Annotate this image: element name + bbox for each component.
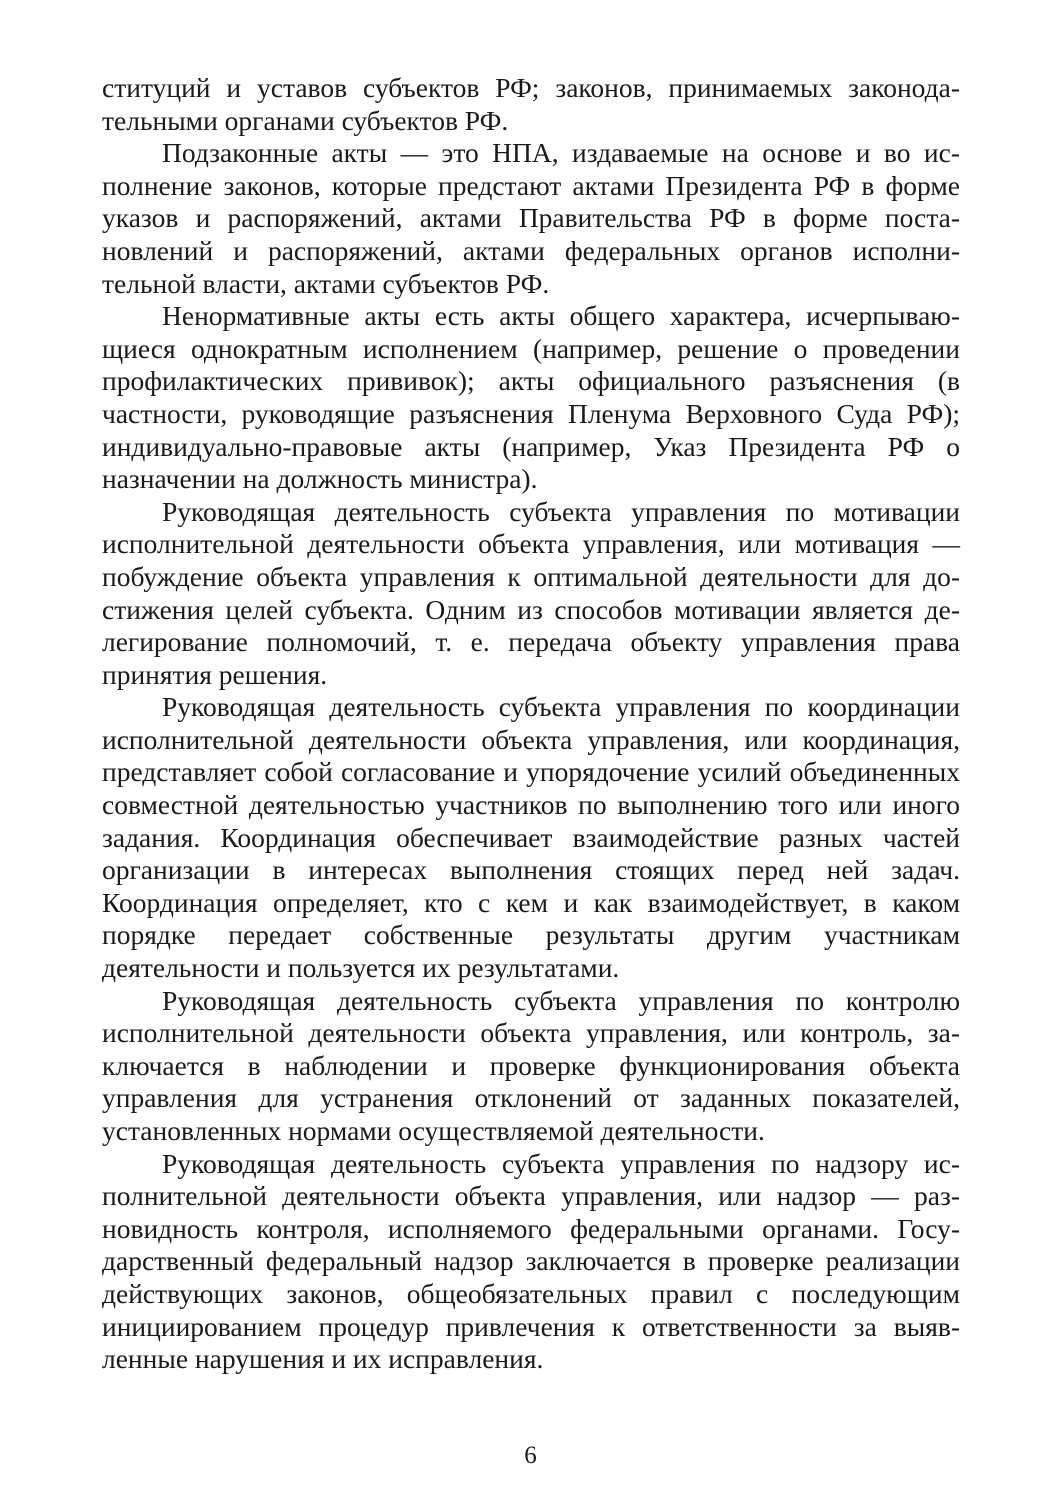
body-text — [102, 72, 960, 1376]
paragraph-subordinate-acts: Подзаконные акты — это НПА, издаваемые на основе и во исполнение законов, которые предстают актами Президента РФ в форме указов и распоряжений, актами Правительства РФ в форме постановлений и распоряжений, актами федеральных органов исполнительной власти, актами субъектов РФ. — [102, 137, 960, 299]
paragraph-control: Руководящая деятельность субъекта управления по контролю исполнительной деятельности объекта управления, или контроль, заключается в наблюдении и проверке функционирования объекта управления для устранения отклонений от заданных показателей, установленных нормами осуществляемой деятельности. — [102, 984, 960, 1146]
paragraph-non-normative-acts: Ненормативные акты есть акты общего характера, исчерпывающиеся однократным исполнением (например, решение о проведении профилактических прививок); акты официального разъяснения (в частности, руководящие разъяснения Пленума Верховного Суда РФ); индивидуально-правовые акты (например, Указ Президента РФ о назначении на должность министра). — [102, 300, 960, 495]
paragraph-continuation: ституций и уставов субъектов РФ; законов, принимаемых законодательными органами субъектов РФ. — [102, 72, 960, 136]
page-number: 6 — [524, 1442, 537, 1469]
paragraph-supervision: Руководящая деятельность субъекта управления по надзору исполнительной деятельности объекта управления, или надзор — разновидность контроля, исполняемого федеральными органами. Государственный федеральный надзор заключается в проверке реализации действующих законов, общеобязательных правил с последующим инициированием процедур привлечения к ответственности за выявленные нарушения и их исправления. — [102, 1147, 960, 1375]
paragraph-motivation: Руководящая деятельность субъекта управления по мотивации исполнительной деятельности объекта управления, или мотивация — побуждение объекта управления к оптимальной деятельности для достижения целей субъекта. Одним из способов мотивации является делегирование полномочий, т. е. передача объекту управления права принятия решения. — [102, 495, 960, 690]
paragraph-coordination: Руководящая деятельность субъекта управления по координации исполнительной деятельности объекта управления, или координация, представляет собой согласование и упорядочение усилий объединенных совместной деятельностью участников по выполнению того или иного задания. Координация обеспечивает взаимодействие разных частей организации в интересах выполнения стоящих перед ней задач. Координация определяет, кто с кем и как взаимодействует, в каком порядке передает собственные результаты другим участникам деятельности и пользуется их результатами. — [102, 691, 960, 984]
